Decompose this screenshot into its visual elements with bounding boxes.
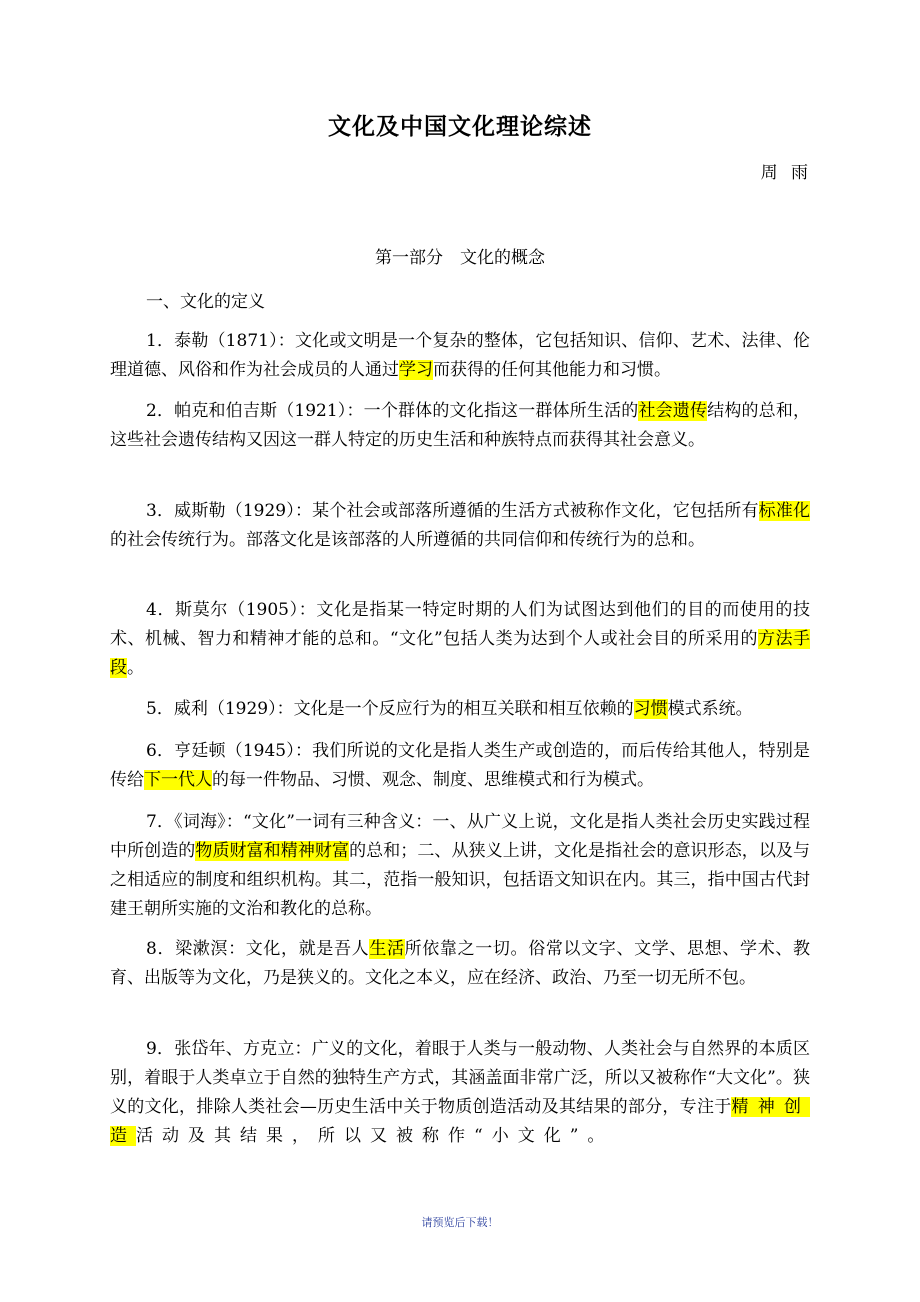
paragraph-4: 4．斯莫尔（1905）：文化是指某一特定时期的人们为试图达到他们的目的而使用的技术、机械、智力和精神才能的总和。“文化”包括人类为达到个人或社会目的所采用的方法手段。	[110, 600, 810, 678]
paragraph-1: 1．泰勒（1871）：文化或文明是一个复杂的整体，它包括知识、信仰、艺术、法律、伦理道德、风俗和作为社会成员的人通过学习而获得的任何其他能力和习惯。	[110, 331, 810, 380]
highlight: 标准化	[758, 501, 811, 521]
paragraph-9: 9．张岱年、方克立：广义的文化，着眼于人类与一般动物、人类社会与自然界的本质区别，着眼于人类卓立于自然的独特生产方式，其涵盖面非常广泛，所以又被称作“大文化”。狭义的文化，排除人类社会—历史生活中关于物质创造活动及其结果的部分，专注于精神创造活动及其结果，所以又被称作“小文化”。	[110, 1039, 811, 1146]
highlight: 学习	[399, 360, 433, 380]
paragraph-7: 7．《词海》：“文化”一词有三种含义：一、从广义上说，文化是指人类社会历史实践过程中所创造的物质财富和精神财富的总和；二、从狭义上讲，文化是指社会的意识形态，以及与之相适应的制度和组织机构。其二，范指一般知识，包括语文知识在内。其三，指中国古代封建王朝所实施的文治和教化的总称。	[110, 812, 811, 919]
paragraph-3: 3．威斯勒（1929）：某个社会或部落所遵循的生活方式被称作文化，它包括所有标准化的社会传统行为。部落文化是该部落的人所遵循的共同信仰和传统行为的总和。	[110, 501, 811, 550]
paragraph-5: 5．威利（1929）：文化是一个反应行为的相互关联和相互依赖的习惯模式系统。	[146, 699, 753, 719]
author-name: 周 雨	[760, 163, 812, 183]
paragraph-2: 2．帕克和伯吉斯（1921）：一个群体的文化指这一群体所生活的社会遗传结构的总和，这些社会遗传结构又因这一群人特定的历史生活和种族特点而获得其社会意义。	[110, 401, 811, 450]
paragraph-8: 8．梁漱溟：文化，就是吾人生活所依靠之一切。俗常以文字、文学、思想、学术、教育、出版等为文化，乃是狭义的。文化之本义，应在经济、政治、乃至一切无所不包。	[110, 939, 810, 988]
highlight: 物质财富和精神财富	[195, 841, 350, 861]
footer-note: 请预览后下载！	[421, 1216, 499, 1229]
paragraph-6: 6．亨廷顿（1945）：我们所说的文化是指人类生产或创造的，而后传给其他人，特别是传给下一代人的每一件物品、习惯、观念、制度、思维模式和行为模式。	[110, 741, 810, 790]
highlight: 精神创造	[110, 1097, 811, 1146]
highlight: 方法手段	[110, 629, 810, 678]
highlight: 下一代人	[144, 770, 212, 790]
document-title: 文化及中国文化理论综述	[328, 114, 592, 140]
section-heading: 第一部分 文化的概念	[375, 248, 545, 268]
highlight: 习惯	[633, 699, 668, 719]
subheading: 一、文化的定义	[146, 292, 265, 312]
highlight: 生活	[369, 939, 405, 959]
highlight: 社会遗传	[638, 401, 708, 421]
